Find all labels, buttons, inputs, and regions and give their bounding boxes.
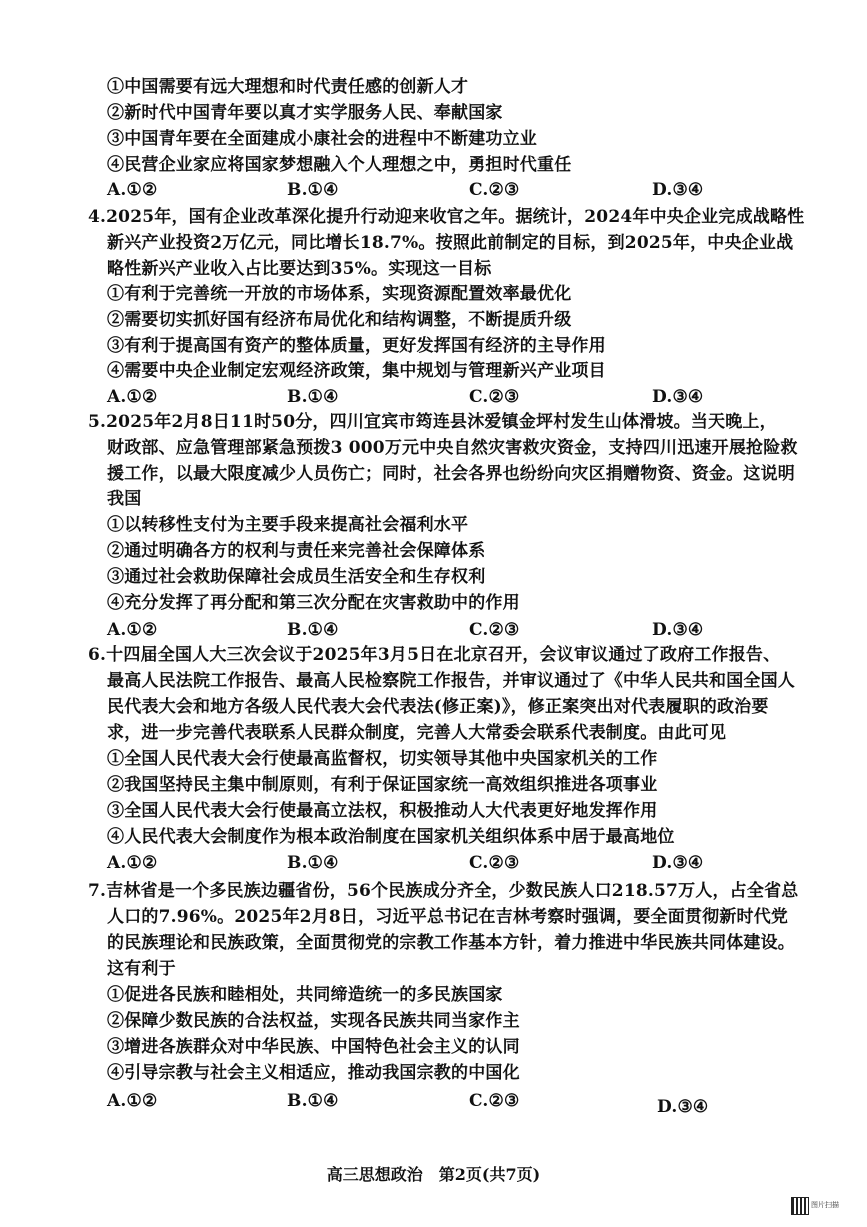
q6-stem-3: 民代表大会和地方各级人民代表大会代表法(修正案)》，修正案突出对代表履职的政治要 <box>107 697 769 717</box>
q5-stem-2: 财政部、应急管理部紧急预拨3 000万元中央自然灾害救灾资金，支持四川迅速开展抢险救 <box>107 438 798 458</box>
option-d: D.③④ <box>652 180 704 200</box>
page-footer: 高三思想政治 第2页(共7页) <box>326 1165 541 1184</box>
q4-choice-3: ③有利于提高国有资产的整体质量，更好发挥国有经济的主导作用 <box>107 336 606 356</box>
q4-stem-2: 新兴产业投资2万亿元，同比增长18.7%。按照此前制定的目标，到2025年，中央企业战 <box>107 233 794 253</box>
q5-choice-4: ④充分发挥了再分配和第三次分配在灾害救助中的作用 <box>107 593 520 613</box>
q3-choice-4: ④民营企业家应将国家梦想融入个人理想之中，勇担时代重任 <box>107 155 572 175</box>
q7-choice-3: ③增进各族群众对中华民族、中国特色社会主义的认同 <box>107 1037 520 1057</box>
q7-stem-4: 这有利于 <box>107 959 176 979</box>
q6-choice-2: ②我国坚持民主集中制原则，有利于保证国家统一高效组织推进各项事业 <box>107 775 658 795</box>
q5-stem-3: 援工作，以最大限度减少人员伤亡；同时，社会各界也纷纷向灾区捐赠物资、资金。这说明 <box>107 464 795 484</box>
q4-choice-4: ④需要中央企业制定宏观经济政策，集中规划与管理新兴产业项目 <box>107 361 606 381</box>
option-b: B.①④ <box>287 853 339 873</box>
q6-stem-1: 6.十四届全国人大三次会议于2025年3月5日在北京召开，会议审议通过了政府工作报告、 <box>88 645 781 665</box>
q7-choice-4: ④引导宗教与社会主义相适应，推动我国宗教的中国化 <box>107 1063 520 1083</box>
q5-stem-1: 5.2025年2月8日11时50分，四川宜宾市筠连县沐爱镇金坪村发生山体滑坡。当天晚上， <box>88 412 777 432</box>
option-c: C.②③ <box>469 1091 520 1111</box>
q4-options <box>107 386 727 408</box>
option-c: C.②③ <box>469 620 520 640</box>
option-a: A.①② <box>107 180 158 200</box>
q7-stem-3: 的民族理论和民族政策，全面贯彻党的宗教工作基本方针，着力推进中华民族共同体建设。 <box>107 933 795 953</box>
option-c: C.②③ <box>469 387 520 407</box>
option-a: A.①② <box>107 620 158 640</box>
q7-choice-2: ②保障少数民族的合法权益，实现各民族共同当家作主 <box>107 1011 520 1031</box>
q6-stem-2: 最高人民法院工作报告、最高人民检察院工作报告，并审议通过了《中华人民共和国全国人 <box>107 671 795 691</box>
q3-choice-2: ②新时代中国青年要以真才实学服务人民、奉献国家 <box>107 103 503 123</box>
q7-options <box>107 1090 727 1120</box>
q6-choice-3: ③全国人民代表大会行使最高立法权，积极推动人大代表更好地发挥作用 <box>107 801 658 821</box>
option-b: B.①④ <box>287 387 339 407</box>
q5-choice-1: ①以转移性支付为主要手段来提高社会福利水平 <box>107 515 469 535</box>
q5-choice-2: ②通过明确各方的权利与责任来完善社会保障体系 <box>107 541 486 561</box>
q5-stem-4: 我国 <box>107 489 142 509</box>
q6-choice-1: ①全国人民代表大会行使最高监督权，切实领导其他中央国家机关的工作 <box>107 749 658 769</box>
option-c: C.②③ <box>469 180 520 200</box>
q7-stem-1: 7.吉林省是一个多民族边疆省份，56个民族成分齐全，少数民族人口218.57万人，占全省总 <box>88 881 799 901</box>
option-d: D.③④ <box>657 1097 709 1117</box>
q3-choice-1: ①中国需要有远大理想和时代责任感的创新人才 <box>107 77 469 97</box>
option-a: A.①② <box>107 1091 158 1111</box>
qr-code-icon <box>791 1197 809 1215</box>
option-a: A.①② <box>107 387 158 407</box>
option-b: B.①④ <box>287 1091 339 1111</box>
q4-choice-1: ①有利于完善统一开放的市场体系，实现资源配置效率最优化 <box>107 284 572 304</box>
option-b: B.①④ <box>287 180 339 200</box>
q5-choice-3: ③通过社会救助保障社会成员生活安全和生存权利 <box>107 567 486 587</box>
option-a: A.①② <box>107 853 158 873</box>
option-b: B.①④ <box>287 620 339 640</box>
option-d: D.③④ <box>652 853 704 873</box>
q3-options <box>107 179 727 201</box>
q4-stem-3: 略性新兴产业收入占比要达到35%。实现这一目标 <box>107 259 492 279</box>
option-d: D.③④ <box>652 620 704 640</box>
q6-stem-4: 求，进一步完善代表联系人民群众制度，完善人大常委会联系代表制度。由此可见 <box>107 723 727 743</box>
q7-stem-2: 人口的7.96%。2025年2月8日，习近平总书记在吉林考察时强调，要全面贯彻新时代党 <box>107 907 789 927</box>
q4-stem-1: 4.2025年，国有企业改革深化提升行动迎来收官之年。据统计，2024年中央企业完成战略性 <box>88 207 805 227</box>
option-c: C.②③ <box>469 853 520 873</box>
q5-options <box>107 619 727 641</box>
q4-choice-2: ②需要切实抓好国有经济布局优化和结构调整，不断提质升级 <box>107 310 572 330</box>
option-d: D.③④ <box>652 387 704 407</box>
q7-choice-1: ①促进各民族和睦相处，共同缔造统一的多民族国家 <box>107 985 503 1005</box>
q6-choice-4: ④人民代表大会制度作为根本政治制度在国家机关组织体系中居于最高地位 <box>107 827 675 847</box>
q3-choice-3: ③中国青年要在全面建成小康社会的进程中不断建功立业 <box>107 129 537 149</box>
q6-options <box>107 852 727 874</box>
scanner-watermark: 图片扫描 <box>811 1201 839 1209</box>
